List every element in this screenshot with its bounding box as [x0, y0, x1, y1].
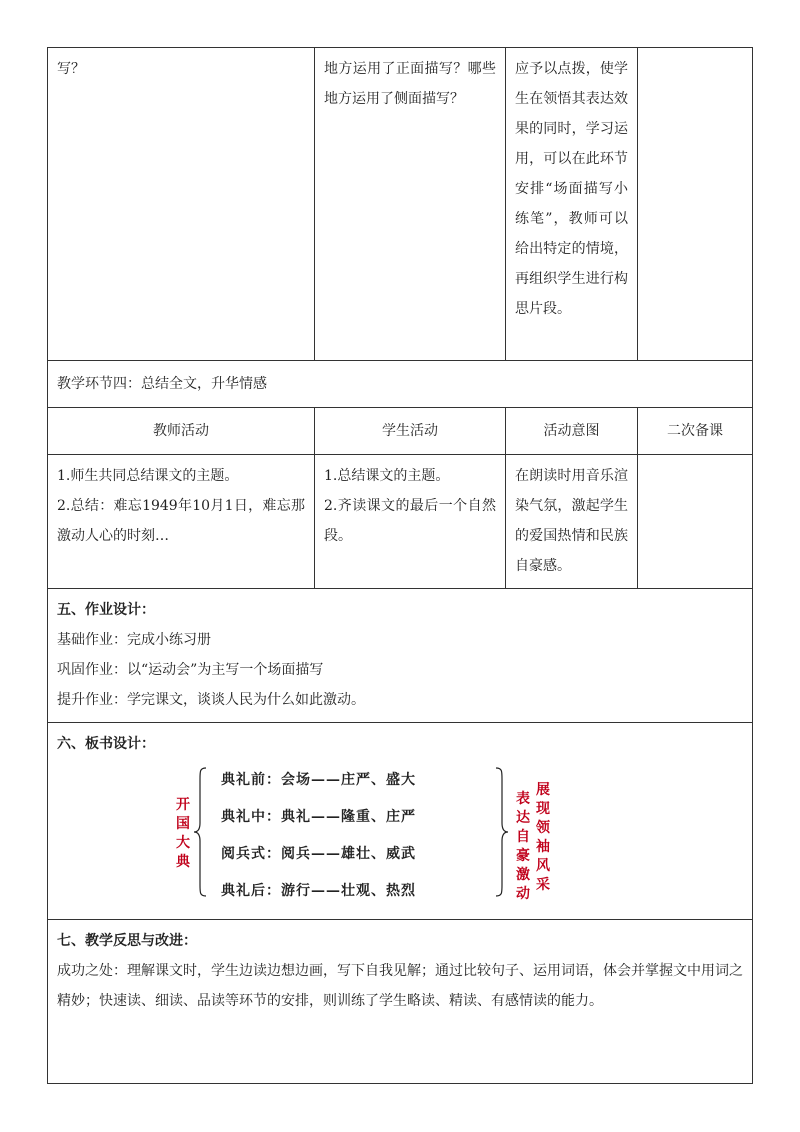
homework-basic: 基础作业：完成小练习册 [57, 632, 211, 648]
intent-text: 在朗读时用音乐渲染气氛，激起学生的爱国热情和民族自豪感。 [515, 468, 628, 574]
board-design-title: 六、板书设计： [57, 736, 155, 752]
homework-advanced: 提升作业：学完课文，谈谈人民为什么如此激动。 [57, 692, 365, 708]
board-left-label [173, 796, 193, 872]
board-row-after: 典礼后：游行——壮观、热烈 [221, 883, 416, 899]
teacher-activity-cell [48, 455, 315, 589]
stage-four-content-row [48, 455, 753, 589]
board-row-during: 典礼中：典礼——隆重、庄严 [221, 809, 416, 825]
board-rows [221, 762, 511, 910]
activity-row-continued [48, 48, 753, 361]
second-prep-cell [638, 48, 753, 361]
homework-cell [48, 589, 753, 723]
board-right-col-leaders: 展现领袖风采 [536, 782, 550, 893]
teacher-item-1: 1.师生共同总结课文的主题。 [57, 468, 239, 484]
blackboard-layout [57, 759, 743, 919]
student-activity-text: 地方运用了正面描写？哪些地方运用了侧面描写？ [324, 61, 496, 107]
student-item-1: 1.总结课文的主题。 [324, 468, 450, 484]
header-second-prep: 二次备课 [638, 408, 753, 455]
lesson-plan-table [47, 47, 753, 1084]
board-row-before: 典礼前：会场——庄严、盛大 [221, 772, 416, 788]
lesson-plan-sheet [47, 47, 752, 1084]
reflection-row [48, 920, 753, 1084]
board-design-row [48, 723, 753, 920]
reflection-text: 成功之处：理解课文时，学生边读边想边画，写下自我见解；通过比较句子、运用词语，体会并掌握文中用词之精妙；快速读、细读、品读等环节的安排，则训练了学生略读、精读、有感情读的能力。 [57, 963, 743, 1009]
homework-consolidate: 巩固作业：以“运动会”为主写一个场面描写 [57, 662, 324, 678]
teacher-item-2: 2.总结：难忘1949年10月1日，难忘那激动人心的时刻… [57, 498, 305, 544]
second-prep-cell [638, 455, 753, 589]
header-intent: 活动意图 [506, 408, 638, 455]
header-teacher: 教师活动 [48, 408, 315, 455]
header-student: 学生活动 [315, 408, 506, 455]
intent-cell [506, 455, 638, 589]
teacher-activity-cell [48, 48, 315, 361]
teacher-activity-text: 写？ [57, 61, 85, 77]
board-design-cell [48, 723, 753, 920]
student-activity-cell [315, 48, 506, 361]
intent-text: 应予以点拨，使学生在领悟其表达效果的同时，学习运用，可以在此环节安排“场面描写小练笔”，教师可以给出特定的情境，再组织学生进行构思片段。 [515, 61, 628, 317]
homework-title: 五、作业设计： [57, 602, 155, 618]
stage-four-title: 教学环节四：总结全文，升华情感 [48, 361, 753, 408]
homework-row [48, 589, 753, 723]
stage-four-row [48, 361, 753, 408]
board-row-parade: 阅兵式：阅兵——雄壮、威武 [221, 846, 416, 862]
student-activity-cell [315, 455, 506, 589]
board-right-col-pride: 表达自豪激动 [516, 791, 530, 902]
header-row [48, 408, 753, 455]
left-brace-icon [193, 767, 207, 897]
reflection-title: 七、教学反思与改进： [57, 933, 197, 949]
reflection-cell [48, 920, 753, 1084]
board-left-text: 开国大典 [176, 797, 190, 870]
intent-cell [506, 48, 638, 361]
right-brace-icon [495, 767, 509, 897]
board-right-label [513, 781, 553, 904]
student-item-2: 2.齐读课文的最后一个自然段。 [324, 498, 496, 544]
